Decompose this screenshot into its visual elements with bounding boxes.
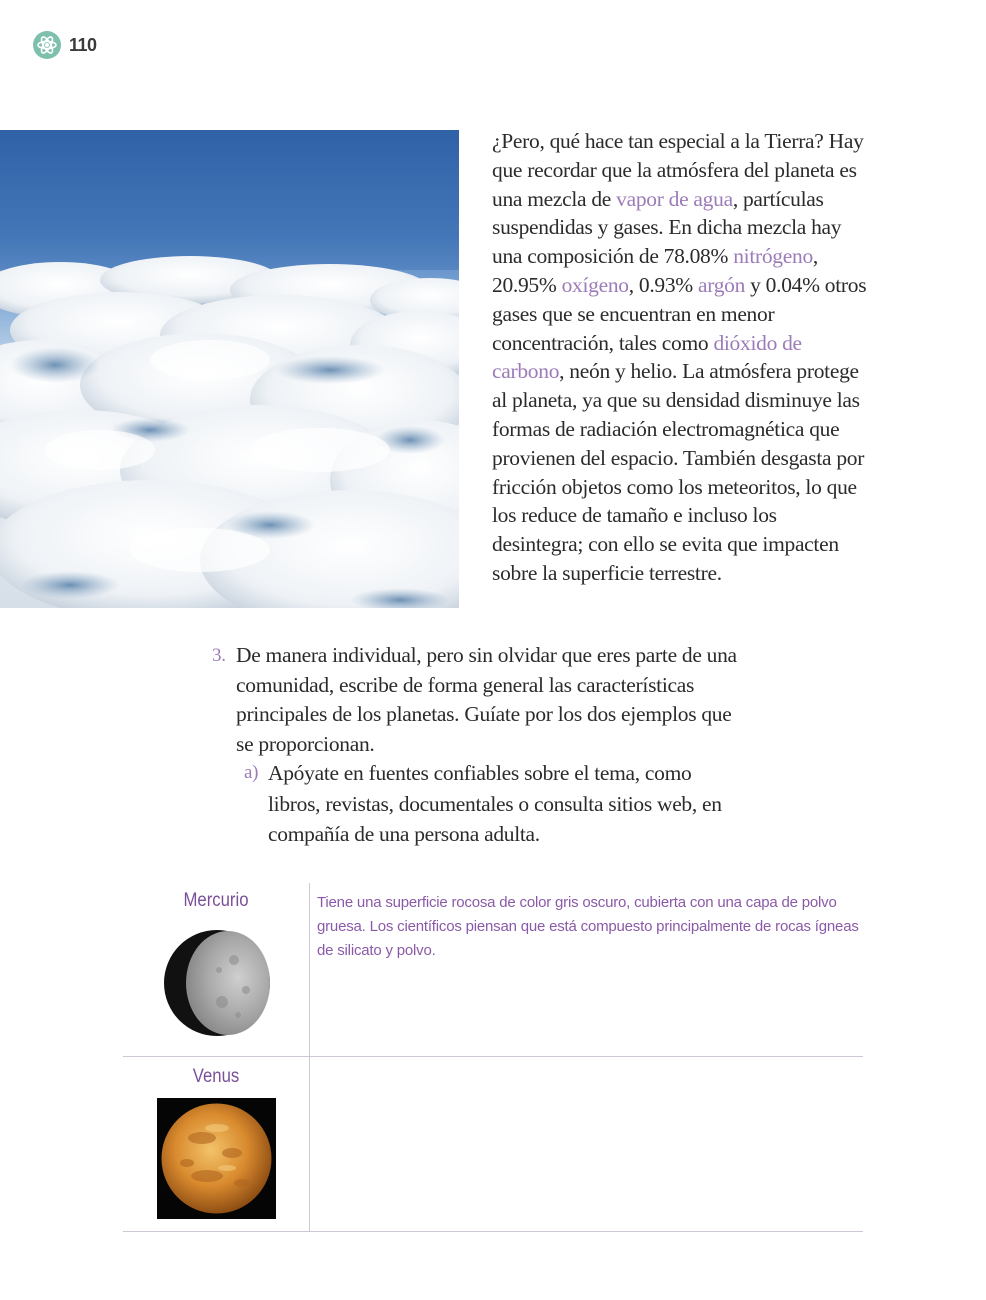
- text-run: ¿Pero, qué hace tan especial a la Tierra? Hay que recordar que la atmósfera del planeta es una mezcla de: [492, 129, 864, 211]
- clouds-image: [0, 130, 459, 608]
- exercise-3a: [244, 758, 744, 850]
- text-run: , partículas suspendidas y gases. En dicha mezcla hay una composición de 78.08%: [492, 186, 842, 269]
- sub-item-letter: a): [244, 762, 259, 783]
- term-oxygen: oxígeno: [561, 272, 629, 297]
- planet-name: Venus: [192, 1066, 240, 1087]
- exercise-3: [212, 641, 752, 759]
- exercise-text: De manera individual, pero sin olvidar que eres parte de una comunidad, escribe de forma general las características principales de los planetas. Guíate por los dos ejemplos que se proporcionan.: [236, 643, 737, 756]
- table-divider: [309, 883, 310, 1231]
- term-argon: argón: [698, 272, 746, 297]
- exercise-number: 3.: [212, 645, 226, 666]
- atmosphere-paragraph: [492, 127, 872, 588]
- page-number: 110: [69, 34, 97, 55]
- mercury-image: [164, 930, 270, 1036]
- text-run: , 0.93%: [628, 272, 698, 297]
- text-run: , neón y helio. La atmósfera protege al planeta, ya que su densidad disminuye las formas de radiación electromagnética que provienen del espacio. También desgasta por fricción objetos como los meteoritos, lo que los reduce de tamaño e incluso los desintegra; con ello se evita que impacten sobre la superficie terrestre.: [492, 359, 865, 585]
- table-row-divider: [123, 1056, 863, 1057]
- planets-table: [123, 883, 863, 1233]
- sub-item-text: Apóyate en fuentes confiables sobre el tema, como libros, revistas, documentales o consulta sitios web, en compañía de una persona adulta.: [268, 761, 722, 846]
- planet-description: Tiene una superficie rocosa de color gris oscuro, cubierta con una capa de polvo gruesa. Los científicos piensan que está compuesto principalmente de rocas ígneas de silicato y polvo.: [317, 894, 859, 959]
- planet-name: Mercurio: [183, 890, 249, 911]
- page-header: [33, 31, 97, 59]
- term-nitrogen: nitrógeno: [733, 244, 813, 269]
- text-run: , 20.95%: [492, 244, 818, 297]
- term-water-vapor: vapor de agua: [616, 186, 733, 211]
- atom-icon: [33, 31, 61, 59]
- table-bottom-border: [123, 1231, 863, 1232]
- text-run: y 0.04% otros gases que se encuentran en menor concentración, tales como: [492, 272, 867, 355]
- venus-image: [157, 1098, 276, 1219]
- term-carbon-dioxide: dióxido de carbono: [492, 330, 802, 384]
